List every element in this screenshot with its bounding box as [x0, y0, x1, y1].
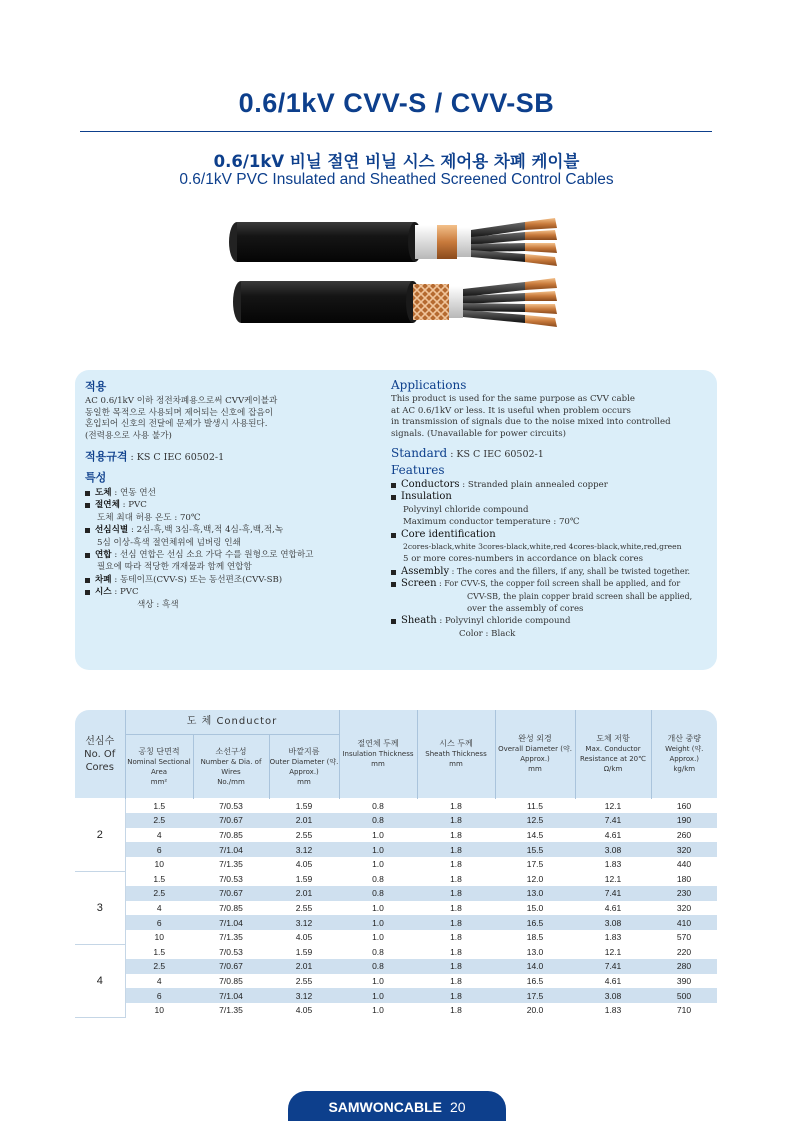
table-cell: 0.8 [339, 959, 417, 974]
header-area: 공칭 단면적 Nominal Sectional Area mm² [125, 735, 193, 799]
table-cell: 2.01 [269, 813, 339, 828]
footer-brand: SAMWONCABLE [328, 1099, 442, 1115]
table-cell: 7/1.04 [193, 842, 269, 857]
table-row [75, 828, 717, 843]
table-cell: 10 [154, 932, 164, 943]
table-cell: 1.8 [450, 1005, 462, 1016]
table-cell: 16.5 [526, 975, 544, 986]
table-cell: 160 [676, 800, 692, 811]
table-cell: 1.0 [372, 829, 384, 840]
description-panel [75, 370, 717, 670]
table-cell: 7/0.53 [219, 946, 243, 957]
table-cell: 1.8 [450, 902, 462, 913]
table-cell: 1.0 [339, 842, 417, 857]
table-cell: 1.0 [372, 932, 384, 943]
table-cell: 0.8 [372, 946, 384, 957]
cable-cvv-s [229, 218, 557, 266]
list-item: 필요에 따라 적당한 개재물과 함께 연합함 [97, 562, 252, 573]
table-row [75, 813, 717, 828]
table-cell: 3.08 [575, 988, 651, 1003]
table-cell: 3.08 [575, 842, 651, 857]
table-cell: 7/1.35 [219, 932, 243, 943]
en-standard [391, 446, 711, 460]
table-row [75, 857, 717, 872]
table-cell: 7/0.53 [219, 873, 243, 884]
table-cell: 1.0 [339, 988, 417, 1003]
table-cell: 710 [676, 1005, 692, 1016]
list-item: 절연체 : PVC [85, 499, 385, 511]
table-cell: 1.8 [417, 959, 495, 974]
table-cell: 1.83 [604, 932, 622, 943]
table-cell: 4 [156, 829, 162, 840]
table-cell: 1.8 [450, 859, 462, 870]
table-cell: 17.5 [526, 859, 544, 870]
table-cell: 2.55 [295, 829, 313, 840]
list-item: Sheath : Polyvinyl chloride compound [391, 615, 711, 627]
table-cell: 1.59 [295, 946, 313, 957]
table-cell: 3.12 [269, 988, 339, 1003]
table-cell: 230 [651, 886, 717, 901]
list-item: CVV-SB, the plain copper braid screen shall be applied, [467, 591, 693, 601]
table-row [75, 974, 717, 989]
list-item: Screen : For CVV-S, the copper foil screen shall be applied, and for [391, 578, 711, 590]
table-cell: 15.0 [526, 902, 544, 913]
list-item: 도체 : 연동 연선 [85, 487, 385, 499]
table-cell: 500 [651, 988, 717, 1003]
table-cell: 320 [651, 842, 717, 857]
table-cell: 7/1.04 [193, 988, 269, 1003]
table-cell: 1.83 [604, 1005, 622, 1016]
list-item: Polyvinyl chloride compound [403, 504, 529, 515]
table-cell: 4 [156, 975, 162, 986]
table-cell: 17.5 [495, 988, 575, 1003]
table-cell: 390 [676, 975, 692, 986]
table-cell: 570 [676, 932, 692, 943]
table-cell: 6 [125, 842, 193, 857]
table-cell: 260 [676, 829, 692, 840]
table-row [75, 842, 717, 857]
table-cell: 4.05 [295, 1005, 313, 1016]
table-row [75, 886, 717, 901]
header-resistance: 도체 저항 Max. Conductor Resistance at 20℃ Ω/km [575, 710, 651, 799]
table-cell: 7/1.35 [219, 1005, 243, 1016]
table-row [75, 988, 717, 1003]
ko-standard [85, 448, 385, 464]
table-cell: 4.61 [604, 902, 622, 913]
table-cell: 1.8 [450, 975, 462, 986]
table-cell: 20.0 [526, 1005, 544, 1016]
table-cell: 12.1 [604, 946, 622, 957]
table-cell: 7/0.67 [193, 959, 269, 974]
table-cell: 13.0 [526, 946, 544, 957]
table-cell: 7.41 [575, 813, 651, 828]
table-cell: 12.5 [495, 813, 575, 828]
table-cell: 4.05 [295, 932, 313, 943]
english-description [391, 378, 711, 640]
header-weight: 개산 중량 Weight (약. Approx.) kg/km [665, 734, 704, 774]
table-cell: 4.61 [604, 975, 622, 986]
table-cell: 1.8 [450, 932, 462, 943]
table-cell: 12.1 [604, 800, 622, 811]
title-divider [80, 131, 712, 132]
table-cell: 1.83 [604, 859, 622, 870]
table-cell: 1.8 [417, 886, 495, 901]
table-cell: 1.5 [153, 946, 166, 957]
table-cell: 1.59 [295, 873, 313, 884]
table-row [75, 930, 717, 945]
table-cell: 3.08 [575, 915, 651, 930]
table-cell: 7/0.85 [219, 975, 243, 986]
table-cell: 14.5 [526, 829, 544, 840]
table-cell: 1.8 [450, 829, 462, 840]
table-cell: 7/0.85 [219, 902, 243, 913]
spec-table-container [75, 710, 717, 1022]
table-cell: 280 [651, 959, 717, 974]
cable-cvv-sb [233, 278, 557, 327]
spec-table-body [75, 799, 717, 1018]
table-cell: 1.8 [417, 813, 495, 828]
table-cell: 190 [651, 813, 717, 828]
cores-cell: 3 [75, 871, 125, 944]
en-applications-title: Applications [391, 378, 467, 392]
table-cell: 1.0 [372, 975, 384, 986]
list-item: 5심 이상-흑색 절연체위에 넘버링 인쇄 [97, 537, 241, 548]
table-cell: 220 [676, 946, 692, 957]
table-cell: 440 [676, 859, 692, 870]
table-cell: 0.8 [372, 800, 384, 811]
table-row [75, 799, 717, 814]
list-item: 연합 : 선심 연합은 선심 소요 가닥 수를 원형으로 연합하고 [85, 549, 385, 561]
table-cell: 6 [125, 915, 193, 930]
table-cell: 1.8 [417, 842, 495, 857]
table-cell: 7/0.53 [219, 800, 243, 811]
table-cell: 18.5 [526, 932, 544, 943]
table-cell: 0.8 [339, 886, 417, 901]
en-features-list [391, 479, 711, 640]
subtitle-english: 0.6/1kV PVC Insulated and Sheathed Screened Control Cables [179, 171, 614, 188]
table-row [75, 915, 717, 930]
table-cell: 4.61 [604, 829, 622, 840]
list-item: over the assembly of cores [467, 604, 584, 615]
table-cell: 3.12 [269, 915, 339, 930]
table-cell: 11.5 [527, 800, 543, 811]
table-row [75, 871, 717, 886]
table-cell: 7/1.35 [219, 859, 243, 870]
table-cell: 14.0 [495, 959, 575, 974]
table-cell: 2.55 [295, 975, 313, 986]
ko-features-title: 특성 [85, 471, 107, 484]
table-cell: 1.0 [372, 1005, 384, 1016]
table-cell: 12.0 [526, 873, 544, 884]
list-item: Core identification [391, 529, 711, 541]
table-cell: 4 [156, 902, 162, 913]
en-applications-text: This product is used for the same purpose as CVV cable at AC 0.6/1kV or less. It is useful when problem occurs in transmission of signals due to the noise mixed into controlled signals. (Unavailable for power circuits) [391, 394, 671, 439]
cable-illustration [225, 210, 570, 340]
table-cell: 7/0.67 [193, 813, 269, 828]
table-row [75, 944, 717, 959]
table-cell: 16.5 [495, 915, 575, 930]
header-insulation: 절연체 두께 Insulation Thickness mm [339, 710, 417, 799]
list-item: 선심식별 : 2심-흑,백 3심-흑,백,적 4심-흑,백,적,녹 [85, 524, 385, 536]
table-cell: 1.8 [417, 988, 495, 1003]
table-cell: 1.59 [295, 800, 313, 811]
page-number: 20 [449, 1099, 466, 1115]
header-overall-diameter: 완성 외경 Overall Diameter (약. Approx.) mm [495, 710, 575, 799]
header-outer-diameter: 바깥지름 Outer Diameter (약. Approx.) mm [269, 735, 339, 799]
header-cores: 선심수 No. Of Cores [75, 710, 125, 799]
table-cell: 7/1.04 [193, 915, 269, 930]
en-standard-value: : KS C IEC 60502-1 [447, 449, 544, 460]
subtitle-korean: 0.6/1kV 비닐 절연 비닐 시스 제어용 차폐 케이블 [213, 152, 580, 171]
table-cell: 0.8 [372, 873, 384, 884]
spec-table [75, 710, 717, 1018]
table-cell: 13.0 [495, 886, 575, 901]
list-item: 시스 : PVC [85, 586, 385, 598]
table-cell: 15.5 [495, 842, 575, 857]
ko-standard-value: : KS C IEC 60502-1 [127, 452, 225, 463]
list-item: Color : Black [459, 628, 516, 639]
list-item: 5 or more cores-numbers in accordance on black cores [403, 554, 644, 565]
list-item: 도체 최대 허용 온도 : 70℃ [97, 512, 201, 523]
table-cell: 2.5 [125, 886, 193, 901]
list-item: 차폐 : 동테이프(CVV-S) 또는 동선편조(CVV-SB) [85, 574, 385, 586]
list-item: Assembly : The cores and the fillers, if any, shall be twisted together. [391, 566, 711, 578]
page-footer [288, 1091, 506, 1121]
en-standard-label: Standard [391, 446, 448, 460]
table-cell: 1.0 [372, 859, 384, 870]
table-cell: 1.5 [153, 800, 166, 811]
table-cell: 7/0.85 [219, 829, 243, 840]
table-cell: 3.12 [269, 842, 339, 857]
table-cell: 10 [154, 859, 164, 870]
table-row [75, 1003, 717, 1018]
table-cell: 2.01 [269, 886, 339, 901]
table-cell: 320 [676, 902, 692, 913]
table-cell: 7.41 [575, 886, 651, 901]
table-cell: 12.1 [604, 873, 622, 884]
table-cell: 2.01 [269, 959, 339, 974]
table-row [75, 901, 717, 916]
en-features-title: Features [391, 463, 445, 477]
list-item: 색상 : 흑색 [137, 599, 179, 610]
table-cell: 1.8 [450, 873, 462, 884]
table-cell: 1.8 [417, 915, 495, 930]
cores-cell: 4 [75, 944, 125, 1017]
list-item: Maximum conductor temperature : 70℃ [403, 517, 580, 528]
ko-features-list [85, 487, 385, 611]
table-cell: 180 [676, 873, 692, 884]
table-cell: 6 [125, 988, 193, 1003]
table-cell: 2.5 [125, 959, 193, 974]
ko-standard-label: 적용규격 [85, 450, 128, 463]
table-cell: 2.5 [125, 813, 193, 828]
table-row [75, 959, 717, 974]
list-item: 2cores-black,white 3cores-black,white,red 4cores-black,white,red,green [403, 542, 682, 552]
table-cell: 410 [651, 915, 717, 930]
table-cell: 1.5 [153, 873, 166, 884]
table-cell: 2.55 [295, 902, 313, 913]
list-item: Conductors : Stranded plain annealed copper [391, 479, 711, 491]
list-item: Insulation [391, 491, 711, 503]
table-cell: 1.0 [339, 915, 417, 930]
ko-applications-title: 적용 [85, 380, 107, 393]
cores-cell: 2 [75, 799, 125, 872]
ko-applications-text: AC 0.6/1kV 이하 정전차폐용으로써 CVV케이블과 동일한 목적으로 사용되며 제어되는 신호에 잡음이 혼입되어 신호의 전달에 문제가 발생시 사용된다. (전력용으로 사용 불가) [85, 396, 278, 441]
table-cell: 0.8 [339, 813, 417, 828]
header-wires: 소선구성 Number & Dia. of Wires No./mm [193, 735, 269, 799]
header-sheath: 시스 두께 Sheath Thickness mm [417, 710, 495, 799]
table-cell: 4.05 [295, 859, 313, 870]
table-cell: 1.8 [450, 800, 462, 811]
table-cell: 7/0.67 [193, 886, 269, 901]
table-cell: 7.41 [575, 959, 651, 974]
korean-description [85, 378, 385, 611]
header-conductor: 도 체 Conductor [125, 710, 339, 735]
page-title: 0.6/1kV CVV-S / CVV-SB [238, 88, 555, 118]
table-cell: 1.0 [372, 902, 384, 913]
table-cell: 1.8 [450, 946, 462, 957]
table-cell: 10 [154, 1005, 164, 1016]
